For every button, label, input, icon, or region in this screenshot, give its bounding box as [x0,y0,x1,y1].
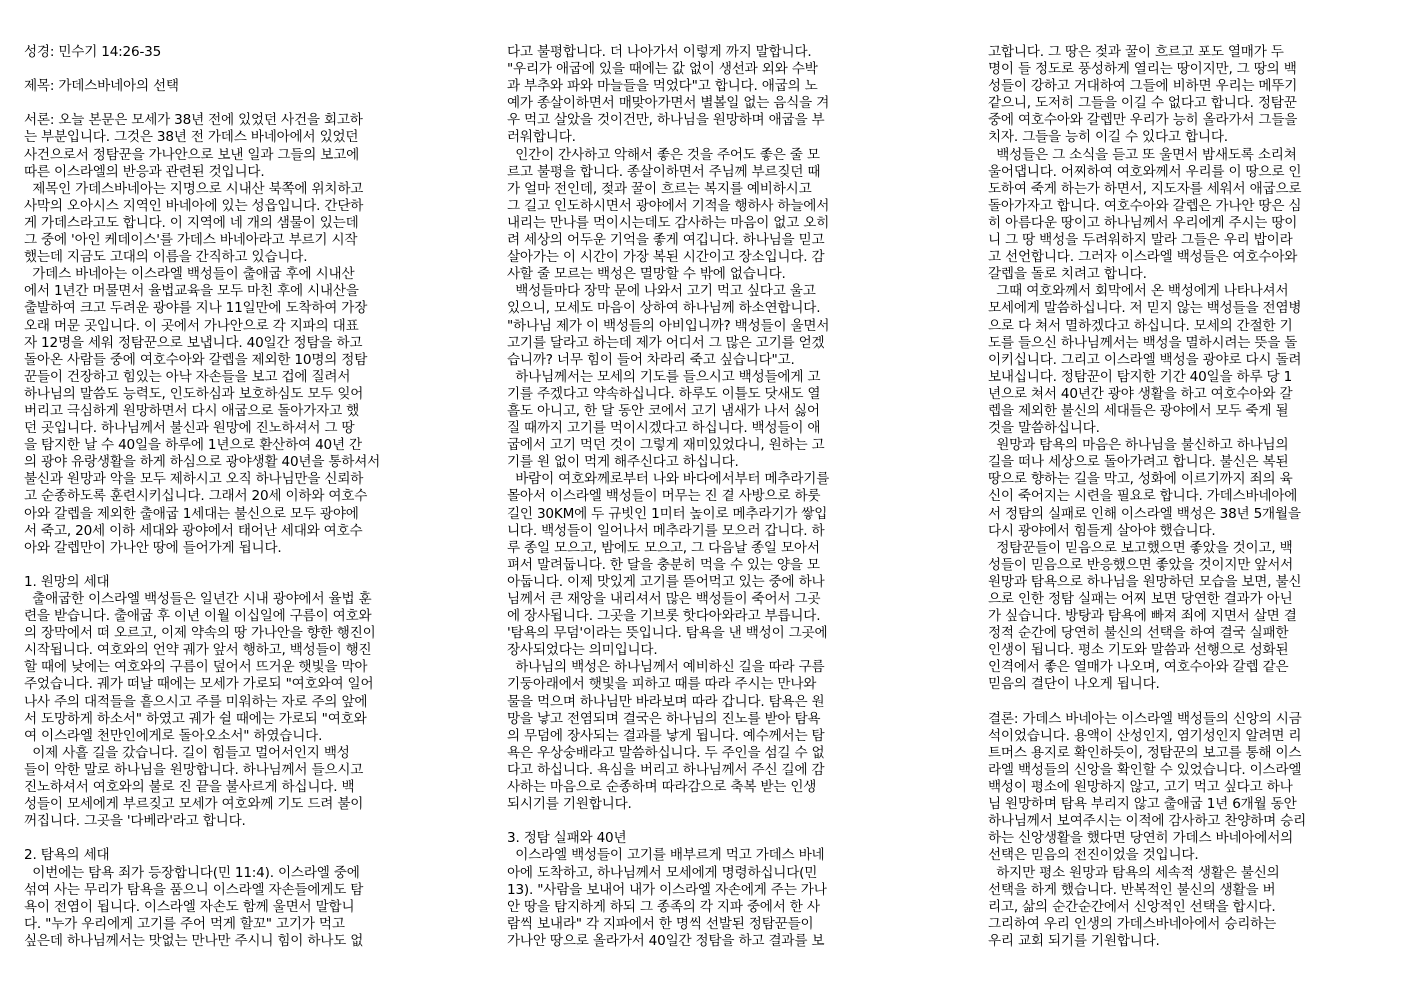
text-line: 원망과 탐욕의 마음은 하나님을 불신하고 하나님의 [988,437,1289,454]
text-line: 그 중에 '아인 케데이스'를 가데스 바네아라고 부르기 시작 [24,232,358,249]
text-line: 이제 사흘 길을 갔습니다. 길이 힘들고 멀어서인지 백성 [24,744,350,761]
text-line: 예가 종살이하면서 매맞아가면서 별볼일 없는 음식을 겨 [507,95,830,112]
text-line: 들이 악한 말로 하나님을 원망합니다. 하나님께서 들으시고 [24,761,364,778]
text-line: 불신과 원망과 악을 모두 제하시고 오직 하나님만을 신뢰하 [24,471,364,488]
text-line: 석이었습니다. 용액이 산성인지, 염기성인지 알려면 리 [988,727,1302,744]
text-line: 러워합니다. [507,129,576,146]
text-line: 다시 광야에서 힘들게 살아야 했습니다. [988,522,1216,539]
text-line: 정탐꾼들이 믿음으로 보고했으면 좋았을 것이고, 백 [988,539,1293,556]
text-line: 사건으로서 정탐꾼을 가나안으로 보낸 일과 그들의 보고에 [24,146,360,163]
text-line: 님께서 큰 재앙을 내리셔서 많은 백성들이 죽어서 그곳 [507,591,821,607]
text-line: 이키십니다. 그리고 이스라엘 백성을 광야로 다시 돌려 [988,351,1302,368]
text-line: 바람이 여호와께로부터 나와 바다에서부터 메추라기를 [507,471,830,488]
text-line: 13). "사람을 보내어 내가 이스라엘 자손에게 주는 가나 [507,881,827,898]
text-line: 하지만 평소 원망과 탐욕의 세속적 생활은 불신의 [988,864,1280,881]
text-line: 정적 순간에 당연히 불신의 선택을 하여 결국 실패한 [988,625,1289,642]
text-line: 출애굽한 이스라엘 백성들은 일년간 시내 광야에서 율법 훈 [24,591,372,607]
text-line: 는 부분입니다. 그것은 38년 전 가데스 바네아에서 있었던 [24,129,359,146]
text-line: 것을 말씀하십니다. [988,420,1100,437]
text-line: 다고 하십니다. 욕심을 버리고 하나님께서 주신 길에 감 [507,761,825,778]
text-line: 기둥아래에서 햇빛을 피하고 때를 따라 주시는 만나와 [507,676,817,693]
text-line: 출발하여 크고 두려운 광야를 지나 11일만에 도착하여 가장 [24,300,368,317]
text-line: 내리는 만나를 먹이시는데도 감사하는 마음이 없고 오히 [507,214,830,231]
text-line: 기를 주겠다고 약속하십니다. 하루도 이틀도 닷새도 열 [507,385,821,402]
text-line: 망을 낳고 전염되며 결국은 하나님의 진노를 받아 탐욕 [507,710,821,727]
text-line: 성들이 믿음으로 반응했으면 좋았을 것이지만 앞서서 [988,556,1294,573]
text-line: 몰아서 이스라엘 백성들이 머무는 진 곁 사방으로 하룻 [507,488,821,505]
text-line: 루 종일 모으고, 밤에도 모으고, 그 다음날 종일 모아서 [507,539,820,556]
text-line: 렙을 제외한 불신의 세대들은 광야에서 모두 죽게 될 [988,402,1289,419]
section-label-line: 서론: 오늘 본문은 모세가 38년 전에 있었던 사건을 회고하 [24,112,363,129]
text-line: 도하여 죽게 하는가 하면서, 지도자를 세워서 애굽으로 [988,180,1302,197]
text-line: 하나님의 백성은 하나님께서 예비하신 길을 따라 구름 [507,659,825,676]
text-line: 아와 갈렙만이 가나안 땅에 들어가게 됩니다. [24,539,282,556]
text-line: 님 원망하며 탐욕 부리지 않고 출애굽 1년 6개월 동안 [988,796,1297,813]
text-line: 그때 여호와께서 회막에서 온 백성에게 나타나셔서 [988,283,1289,300]
text-line: 욕은 우상숭배라고 말씀하십니다. 두 주인을 섬길 수 없 [507,744,825,761]
text-line: '탐욕의 무덤'이라는 뜻입니다. 탐욕을 낸 백성이 그곳에 [507,625,828,642]
text-line: 울어댑니다. 어찌하여 여호와께서 우리를 이 땅으로 인 [988,163,1302,180]
text-line: 으로 인한 정탐 실패는 어찌 보면 당연한 결과가 아닌 [988,591,1293,607]
text-line: 하나님의 말씀도 능력도, 인도하심과 보호하심도 모두 잊어 [24,385,364,402]
section-label-line: 성경: 민수기 14:26-35 [24,44,162,60]
text-line: "하나님 제가 이 백성들의 아비입니까? 백성들이 울면서 [507,317,830,334]
section-label-line: 제목: 가데스바네아의 선택 [24,78,179,95]
text-line: 했는데 지금도 고대의 이름을 간직하고 있습니다. [24,249,308,266]
text-line: 다. "누가 우리에게 고기를 주어 먹게 할꼬" 고기가 먹고 [24,915,345,932]
text-line: 의 장막에서 떠 오르고, 이제 약속의 땅 가나안을 향한 행진이 [24,625,376,642]
text-line: 과 부추와 파와 마늘들을 먹었다"고 합니다. 애굽의 노 [507,78,818,95]
text-line: 인간이 간사하고 악해서 좋은 것을 주어도 좋은 줄 모 [507,146,820,163]
text-line: 안 땅을 탐지하게 하되 그 종족의 각 지파 중에서 한 사 [507,898,820,915]
text-line: 아와 갈렙을 제외한 출애굽 1세대는 불신으로 모두 광야에 [24,505,359,522]
text-line: 나사 주의 대적들을 흩으시고 주를 미워하는 자로 주의 앞에 [24,693,368,710]
blank-line [988,694,1403,711]
text-line: 하나님께서 보여주시는 이적에 감사하고 찬양하며 승리 [988,813,1307,830]
text-line: 라엘 백성들의 신앙을 확인할 수 있었습니다. 이스라엘 [988,761,1302,778]
text-line: 아에 도착하고, 하나님께서 모세에게 명령하십니다(민 [507,864,818,881]
text-line: 펴서 말려둡니다. 한 달을 충분히 먹을 수 있는 양을 모 [507,556,820,573]
text-line: 살아가는 이 시간이 가장 복된 시간이고 장소입니다. 감 [507,249,825,266]
text-line: 아둡니다. 이제 맛있게 고기를 뜯어먹고 있는 중에 하나 [507,573,825,590]
text-line: 보내십니다. 정탐꾼이 탐지한 기간 40일을 하루 당 1 [988,368,1293,385]
text-line: 니다. 백성들이 일어나서 메추라기를 모으러 갑니다. 하 [507,522,825,539]
text-line: 땅으로 향하는 길을 막고, 성화에 이르기까지 죄의 육 [988,471,1293,488]
text-line: 모세에게 말씀하십니다. 저 믿지 않는 백성들을 전염병 [988,300,1302,317]
text-line: 하나님께서는 모세의 기도를 들으시고 백성들에게 고 [507,368,821,385]
text-line: 트머스 용지로 확인하듯이, 정탐꾼의 보고를 통해 이스 [988,744,1302,761]
text-line: 이번에는 탐욕 죄가 등장합니다(민 11:4). 이스라엘 중에 [24,864,360,881]
section-heading: 1. 원망의 세대 [24,573,110,590]
text-line: 의 광야 유랑생활을 하게 하심으로 광야생활 40년을 통하셔서 [24,454,381,471]
text-line: 꾼들이 건장하고 힘있는 아낙 자손들을 보고 겁에 질려서 [24,368,351,385]
text-line: 질 때까지 고기를 먹이시겠다고 하십니다. 백성들이 애 [507,420,821,437]
column-middle [507,44,937,950]
text-line: 년으로 쳐서 40년간 광야 생활을 하고 여호수아와 갈 [988,385,1293,402]
text-line: 리고, 삶의 순간순간에서 신앙적인 선택을 합시다. [988,898,1276,915]
text-line: 다고 불평합니다. 더 나아가서 이렇게 까지 말합니다. [507,44,812,60]
text-line: 가나안 땅으로 올라가서 40일간 정탐을 하고 결과를 보 [507,932,825,949]
text-line: 니 그 땅 백성을 두려워하지 말라 그들은 우리 밥이라 [988,232,1293,249]
blank-line [24,830,454,847]
column-left [24,44,454,950]
text-line: 할 때에 낮에는 여호와의 구름이 덮어서 뜨거운 햇빛을 막아 [24,659,368,676]
blank-line [507,813,937,830]
text-line: 백성들마다 장막 문에 나와서 고기 먹고 싶다고 울고 [507,283,816,300]
text-line: 길인 30KM에 두 규빗인 1미터 높이로 메추라기가 쌓입 [507,505,828,522]
text-line: 던 곳입니다. 하나님께서 불신과 원망에 진노하셔서 그 땅 [24,420,355,437]
text-line: 장사되었다는 의미입니다. [507,642,658,659]
text-line: 진노하셔서 여호와의 불로 진 끝을 불사르게 하십니다. 백 [24,779,355,796]
text-line: 서 도망하게 하소서" 하였고 궤가 쉴 때에는 가로되 "여호와 [24,710,367,727]
text-line: "우리가 애굽에 있을 때에는 값 없이 생선과 외와 수박 [507,61,818,78]
text-line: 우리 교회 되기를 기원합니다. [988,932,1160,949]
text-line: 선택은 믿음의 전진이었을 것입니다. [988,847,1199,864]
text-line: 자 12명을 세워 정탐꾼으로 보냅니다. 40일간 정탐을 하고 [24,334,363,351]
text-line: 되시기를 기원합니다. [507,796,632,813]
text-line: 을 탐지한 날 수 40일을 하루에 1년으로 환산하여 40년 간 [24,437,362,454]
text-line: 고 선언합니다. 그러자 이스라엘 백성들은 여호수아와 [988,249,1298,266]
blank-line [24,61,454,78]
text-line: 돌아온 사람들 중에 여호수아와 갈렙을 제외한 10명의 정탐 [24,351,368,368]
text-line: 버리고 극심하게 원망하면서 다시 애굽으로 돌아가자고 했 [24,402,360,419]
text-line: 원망과 탐욕으로 하나님을 원망하던 모습을 보면, 불신 [988,573,1302,590]
text-line: 기를 원 없이 먹게 해주신다고 하십니다. [507,454,739,471]
text-line: 고기를 달라고 하는데 제가 어디서 그 많은 고기를 얻겠 [507,334,825,351]
text-line: 사할 줄 모르는 백성은 멸망할 수 밖에 없습니다. [507,266,786,283]
text-line: 시작됩니다. 여호와의 언약 궤가 앞서 행하고, 백성들이 행진 [24,642,372,659]
text-line: 성들이 모세에게 부르짖고 모세가 여호와께 기도 드려 불이 [24,796,364,813]
text-line: 이스라엘 백성들이 고기를 배부르게 먹고 가데스 바네 [507,847,825,864]
text-line: 습니까? 너무 힘이 들어 차라리 죽고 싶습니다"고. [507,351,795,368]
text-line: 굽에서 고기 먹던 것이 그렇게 재미있었다니, 원하는 고 [507,437,825,454]
text-line: 백성이 평소에 원망하지 않고, 고기 먹고 싶다고 하나 [988,779,1293,796]
text-line: 따른 이스라엘의 반응과 관련된 것입니다. [24,163,265,180]
text-line: 람씩 보내라" 각 지파에서 한 명씩 선발된 정탐꾼들이 [507,915,814,932]
text-line: 치자. 그들을 능히 이길 수 있다고 합니다. [988,129,1228,146]
text-line: 사막의 오아시스 지역인 바네아에 있는 성읍입니다. 간단하 [24,197,364,214]
text-line: 하는 신앙생활을 했다면 당연히 가데스 바네아에서의 [988,830,1294,847]
text-line: 갈렙을 돌로 치려고 합니다. [988,266,1147,283]
section-heading: 2. 탐욕의 세대 [24,847,110,864]
text-line: 사하는 마음으로 순종하며 따라감으로 축복 받는 인생 [507,779,817,796]
text-line: 싶은데 하나님께서는 맛없는 만나만 주시니 힘이 하나도 없 [24,932,364,949]
text-line: 인생이 됩니다. 평소 기도와 말씀과 선행으로 성화된 [988,642,1289,659]
text-line: 가 얼마 전인데, 젖과 꿀이 흐르는 복지를 예비하시고 [507,180,812,197]
text-line: 으로 다 쳐서 멸하겠다고 하십니다. 모세의 간절한 기 [988,317,1293,334]
text-line: 련을 받습니다. 출애굽 후 이년 이월 이십일에 구름이 여호와 [24,608,372,625]
column-right [988,44,1403,950]
text-line: 중에 여호수아와 갈렙만 우리가 능히 올라가서 그들을 [988,112,1298,129]
text-line: 돌아가자고 합니다. 여호수아와 갈렙은 가나안 땅은 심 [988,197,1302,214]
text-line: 같으니, 도저히 그들을 이길 수 없다고 합니다. 정탐꾼 [988,95,1297,112]
text-line: 욕이 전염이 됩니다. 이스라엘 자손도 함께 울면서 말합니 [24,898,355,915]
blank-line [24,557,454,574]
text-line: 제목인 가데스바네아는 지명으로 시내산 북쪽에 위치하고 [24,180,364,197]
text-line: 인격에서 좋은 열매가 나오며, 여호수아와 갈렙 같은 [988,659,1289,676]
text-line: 선택을 하게 했습니다. 반복적인 불신의 생활을 버 [988,881,1276,898]
text-line: 오래 머문 곳입니다. 이 곳에서 가나안으로 각 지파의 대표 [24,317,359,334]
text-line: 그리하여 우리 인생의 가데스바네아에서 승리하는 [988,915,1277,932]
text-line: 명이 들 정도로 풍성하게 열리는 땅이지만, 그 땅의 백 [988,61,1297,78]
text-line: 흘도 아니고, 한 달 동안 코에서 고기 냄새가 나서 싫어 [507,402,820,419]
text-line: 있으니, 모세도 마음이 상하여 하나님께 하소연합니다. [507,300,821,317]
text-line: 르고 불평을 합니다. 종살이하면서 주님께 부르짖던 때 [507,163,821,180]
text-line: 에 장사됩니다. 그곳을 기브롯 핫다아와라고 부릅니다. [507,608,821,625]
text-line: 꺼집니다. 그곳을 '다베라'라고 합니다. [24,813,246,830]
text-line: 서 죽고, 20세 이하 세대와 광야에서 태어난 세대와 여호수 [24,522,363,539]
text-line: 도를 들으신 하나님께서는 백성을 멸하시려는 뜻을 돌 [988,334,1298,351]
text-line: 가데스 바네아는 이스라엘 백성들이 출애굽 후에 시내산 [24,266,355,283]
text-line: 의 무덤에 장사되는 결과를 낳게 됩니다. 예수께서는 탐 [507,727,825,744]
text-line: 섞여 사는 무리가 탐욕을 품으니 이스라엘 자손들에게도 탐 [24,881,364,898]
text-line: 길을 떠나 세상으로 돌아가려고 합니다. 불신은 복된 [988,454,1289,471]
text-line: 가 싶습니다. 방탕과 탐욕에 빠져 죄에 지면서 살면 결 [988,608,1297,625]
text-line: 서 정탐의 실패로 인해 이스라엘 백성은 38년 5개월을 [988,505,1301,522]
text-line: 백성들은 그 소식을 듣고 또 울면서 밤새도록 소리쳐 [988,146,1297,163]
section-heading: 3. 정탐 실패와 40년 [507,830,627,847]
text-line: 우 먹고 살았을 것이건만, 하나님을 원망하며 애굽을 부 [507,112,825,129]
text-line: 주었습니다. 궤가 떠날 때에는 모세가 가로되 "여호와여 일어 [24,676,374,693]
text-line: 물을 먹으며 하나님만 바라보며 따라 갑니다. 탐욕은 원 [507,693,825,710]
text-line: 고합니다. 그 땅은 젖과 꿀이 흐르고 포도 열매가 두 [988,44,1284,60]
text-line: 려 세상의 어두운 기억을 좋게 여깁니다. 하나님을 믿고 [507,232,825,249]
text-line: 고 순종하도록 훈련시키십니다. 그래서 20세 이하와 여호수 [24,488,368,505]
text-line: 히 아름다운 땅이고 하나님께서 우리에게 주시는 땅이 [988,214,1298,231]
section-label-line: 결론: 가데스 바네아는 이스라엘 백성들의 신앙의 시금 [988,710,1302,727]
text-line: 그 길고 인도하시면서 광야에서 기적을 행하사 하늘에서 [507,197,830,214]
text-line: 믿음의 결단이 나오게 됩니다. [988,676,1160,693]
text-line: 게 가데스라고도 합니다. 이 지역에 네 개의 샘물이 있는데 [24,214,359,231]
text-line: 성들이 강하고 거대하여 그들에 비하면 우리는 메뚜기 [988,78,1298,95]
text-line: 에서 1년간 머물면서 율법교육을 모두 마친 후에 시내산을 [24,283,359,300]
text-line: 여 이스라엘 천만인에게로 돌아오소서" 하였습니다. [24,727,323,744]
blank-line [24,95,454,112]
text-line: 신이 죽어지는 시련을 필요로 합니다. 가데스바네아에 [988,488,1298,505]
